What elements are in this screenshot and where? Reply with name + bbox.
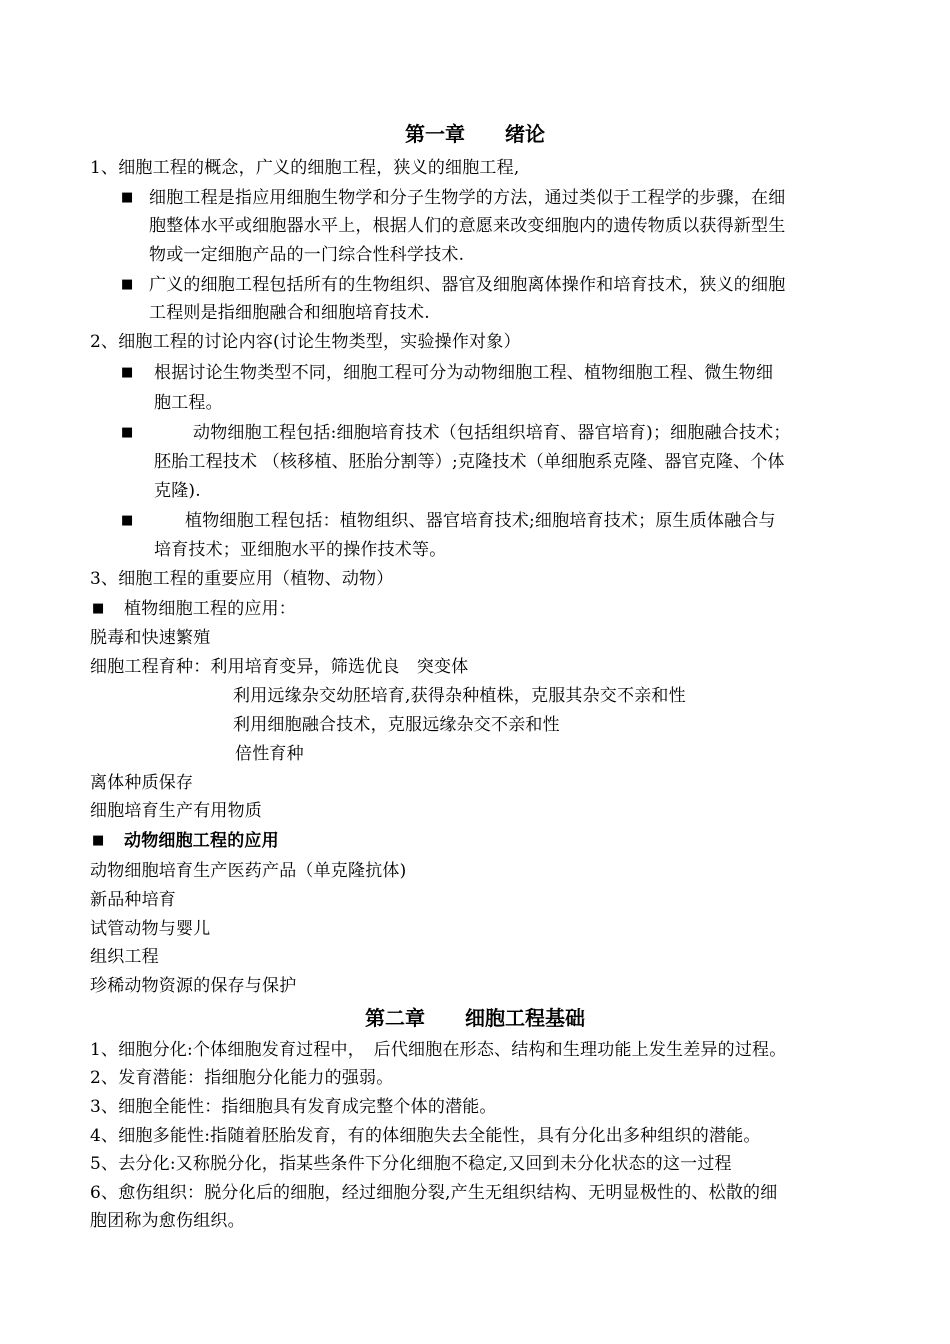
bullet-3-line-2: 胞工程。: [154, 393, 223, 413]
definition-item: 2、发育潜能：指细胞分化能力的强弱。: [90, 1068, 394, 1088]
bullet-icon: ■: [121, 513, 134, 528]
definition-item: 6、愈伤组织：脱分化后的细胞，经过细胞分裂,产生无组织结构、无明显极性的、松散的细: [90, 1183, 778, 1203]
chapter-2-title: 第二章 细胞工程基础: [365, 1006, 585, 1030]
animal-item: 试管动物与婴儿: [90, 919, 211, 939]
plant-item: 脱毒和快速繁殖: [90, 628, 211, 648]
bullet-4-line-2: 胚胎工程技术 （核移植、胚胎分割等）;克隆技术（单细胞系克隆、器官克隆、个体: [154, 452, 785, 472]
plant-item: 利用细胞融合技术，克服远缘杂交不亲和性: [233, 715, 560, 735]
question-2: 2、细胞工程的讨论内容(讨论生物类型，实验操作对象）: [90, 332, 521, 352]
animal-item: 珍稀动物资源的保存与保护: [90, 976, 297, 996]
plant-item: 细胞工程育种：利用培育变异，筛选优良 突变体: [90, 657, 469, 677]
animal-item: 新品种培育: [90, 890, 176, 910]
plant-item: 倍性育种: [235, 744, 304, 764]
definition-item: 3、细胞全能性：指细胞具有发育成完整个体的潜能。: [90, 1097, 497, 1117]
bullet-2-line-2: 工程则是指细胞融合和细胞培育技术.: [149, 303, 430, 323]
question-3: 3、细胞工程的重要应用（植物、动物）: [90, 569, 394, 589]
bullet-5-line-1: 植物细胞工程包括：植物组织、器官培育技术;细胞培育技术；原生质体融合与: [185, 511, 776, 531]
definition-item: 5、去分化:又称脱分化，指某些条件下分化细胞不稳定,又回到未分化状态的这一过程: [90, 1154, 732, 1174]
definition-item: 4、细胞多能性:指随着胚胎发育，有的体细胞失去全能性，具有分化出多种组织的潜能。: [90, 1126, 761, 1146]
definition-item: 1、细胞分化:个体细胞发育过程中， 后代细胞在形态、结构和生理功能上发生差异的过程。: [90, 1040, 787, 1060]
chapter-1-title: 第一章 绪论: [405, 122, 545, 146]
bullet-1-line-2: 胞整体水平或细胞器水平上，根据人们的意愿来改变细胞内的遗传物质以获得新型生: [149, 216, 786, 236]
plant-heading: 植物细胞工程的应用：: [124, 599, 296, 619]
bullet-icon: ■: [121, 190, 134, 205]
animal-item: 动物细胞培育生产医药产品（单克隆抗体): [90, 861, 407, 881]
bullet-1-line-1: 细胞工程是指应用细胞生物学和分子生物学的方法，通过类似于工程学的步骤，在细: [149, 188, 786, 208]
bullet-icon: ■: [121, 365, 134, 380]
definition-item-continuation: 胞团称为愈伤组织。: [90, 1211, 245, 1231]
question-1: 1、细胞工程的概念，广义的细胞工程，狭义的细胞工程,: [90, 158, 520, 178]
bullet-icon: ■: [121, 277, 134, 292]
plant-item: 离体种质保存: [90, 773, 194, 793]
bullet-1-line-3: 物或一定细胞产品的一门综合性科学技术.: [149, 245, 465, 265]
bullet-4-line-1: 动物细胞工程包括:细胞培育技术（包括组织培育、器官培育)；细胞融合技术；: [193, 423, 791, 443]
plant-item: 细胞培育生产有用物质: [90, 801, 262, 821]
bullet-icon: ■: [92, 833, 105, 848]
bullet-5-line-2: 培育技术；亚细胞水平的操作技术等。: [154, 540, 447, 560]
bullet-icon: ■: [92, 601, 105, 616]
bullet-icon: ■: [121, 425, 134, 440]
bullet-2-line-1: 广义的细胞工程包括所有的生物组织、器官及细胞离体操作和培育技术，狭义的细胞: [149, 275, 786, 295]
animal-item: 组织工程: [90, 947, 159, 967]
bullet-4-line-3: 克隆).: [154, 481, 201, 501]
plant-item: 利用远缘杂交幼胚培育,获得杂种植株，克服其杂交不亲和性: [233, 686, 686, 706]
animal-heading: 动物细胞工程的应用: [124, 831, 279, 851]
bullet-3-line-1: 根据讨论生物类型不同，细胞工程可分为动物细胞工程、植物细胞工程、微生物细: [154, 363, 774, 383]
